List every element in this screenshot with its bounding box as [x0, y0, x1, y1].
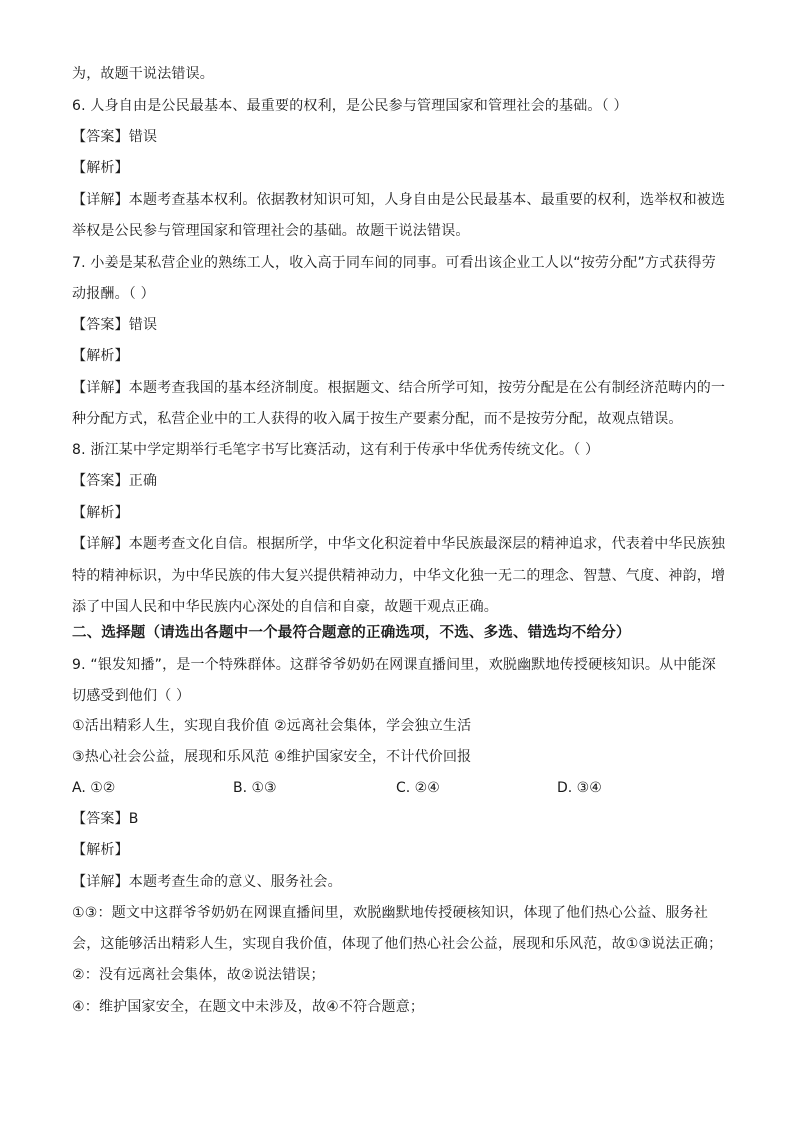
detail-text: 【详解】本题考查基本权利。依据教材知识可知，人身自由是公民最基本、最重要的权利，选举权和被选	[72, 192, 726, 208]
question-6: 6. 人身自由是公民最基本、最重要的权利，是公民参与管理国家和管理社会的基础。（ ）	[72, 98, 628, 114]
statement-line: ③热心社会公益，展现和乐风范 ④维护国家安全，不计代价回报	[72, 749, 472, 765]
detail-text: ④：维护国家安全，在题文中未涉及，故④不符合题意；	[72, 999, 425, 1015]
analysis-label: 【解析】	[72, 505, 129, 521]
option-a: A. ①②	[72, 780, 116, 796]
option-d: D. ③④	[557, 780, 602, 796]
answer-label: 【答案】错误	[72, 129, 158, 145]
analysis-label: 【解析】	[72, 842, 129, 858]
detail-text: ②：没有远离社会集体，故②说法错误；	[72, 967, 325, 983]
option-c: C. ②④	[396, 780, 440, 796]
answer-label: 【答案】B	[72, 811, 139, 827]
question-9-cont: 切感受到他们（ ）	[72, 688, 191, 704]
question-9: 9. “银发知播”，是一个特殊群体。这群爷爷奶奶在网课直播间里，欢脱幽默地传授硬核知识。从中能深	[72, 657, 716, 673]
answer-label: 【答案】错误	[72, 317, 158, 333]
analysis-label: 【解析】	[72, 348, 129, 364]
question-8: 8. 浙江某中学定期举行毛笔字书写比赛活动，这有利于传承中华优秀传统文化。（ ）	[72, 442, 600, 458]
detail-text: 会，这能够活出精彩人生，实现自我价值，体现了他们热心社会公益，展现和乐风范，故①③说法正确；	[72, 936, 723, 952]
option-b: B. ①③	[233, 780, 277, 796]
detail-text: 种分配方式，私营企业中的工人获得的收入属于按生产要素分配，而不是按劳分配，故观点错误。	[72, 411, 683, 427]
text-line: 为，故题干说法错误。	[72, 66, 214, 82]
detail-text: 举权是公民参与管理国家和管理社会的基础。故题干说法错误。	[72, 223, 470, 239]
analysis-label: 【解析】	[72, 160, 129, 176]
question-7: 7. 小姜是某私营企业的熟练工人，收入高于同车间的同事。可看出该企业工人以“按劳分配”方式获得劳	[72, 255, 716, 271]
question-7-cont: 动报酬。（ ）	[72, 286, 155, 302]
detail-text: 【详解】本题考查我国的基本经济制度。根据题文、结合所学可知，按劳分配是在公有制经济范畴内的一	[72, 380, 726, 396]
detail-text: 【详解】本题考查生命的意义、服务社会。	[72, 874, 342, 890]
section-heading: 二、选择题（请选出各题中一个最符合题意的正确选项，不选、多选、错选均不给分）	[72, 625, 631, 641]
statement-line: ①活出精彩人生，实现自我价值 ②远离社会集体，学会独立生活	[72, 718, 472, 734]
detail-text: ①③：题文中这群爷爷奶奶在网课直播间里，欢脱幽默地传授硬核知识，体现了他们热心公益、服务社	[72, 905, 709, 921]
detail-text: 特的精神标识，为中华民族的伟大复兴提供精神动力，中华文化独一无二的理念、智慧、气度、神韵，增	[72, 568, 726, 584]
detail-text: 【详解】本题考查文化自信。根据所学，中华文化积淀着中华民族最深层的精神追求，代表着中华民族独	[72, 536, 726, 552]
answer-label: 【答案】正确	[72, 473, 158, 489]
detail-text: 添了中国人民和中华民族内心深处的自信和自豪，故题干观点正确。	[72, 599, 498, 615]
